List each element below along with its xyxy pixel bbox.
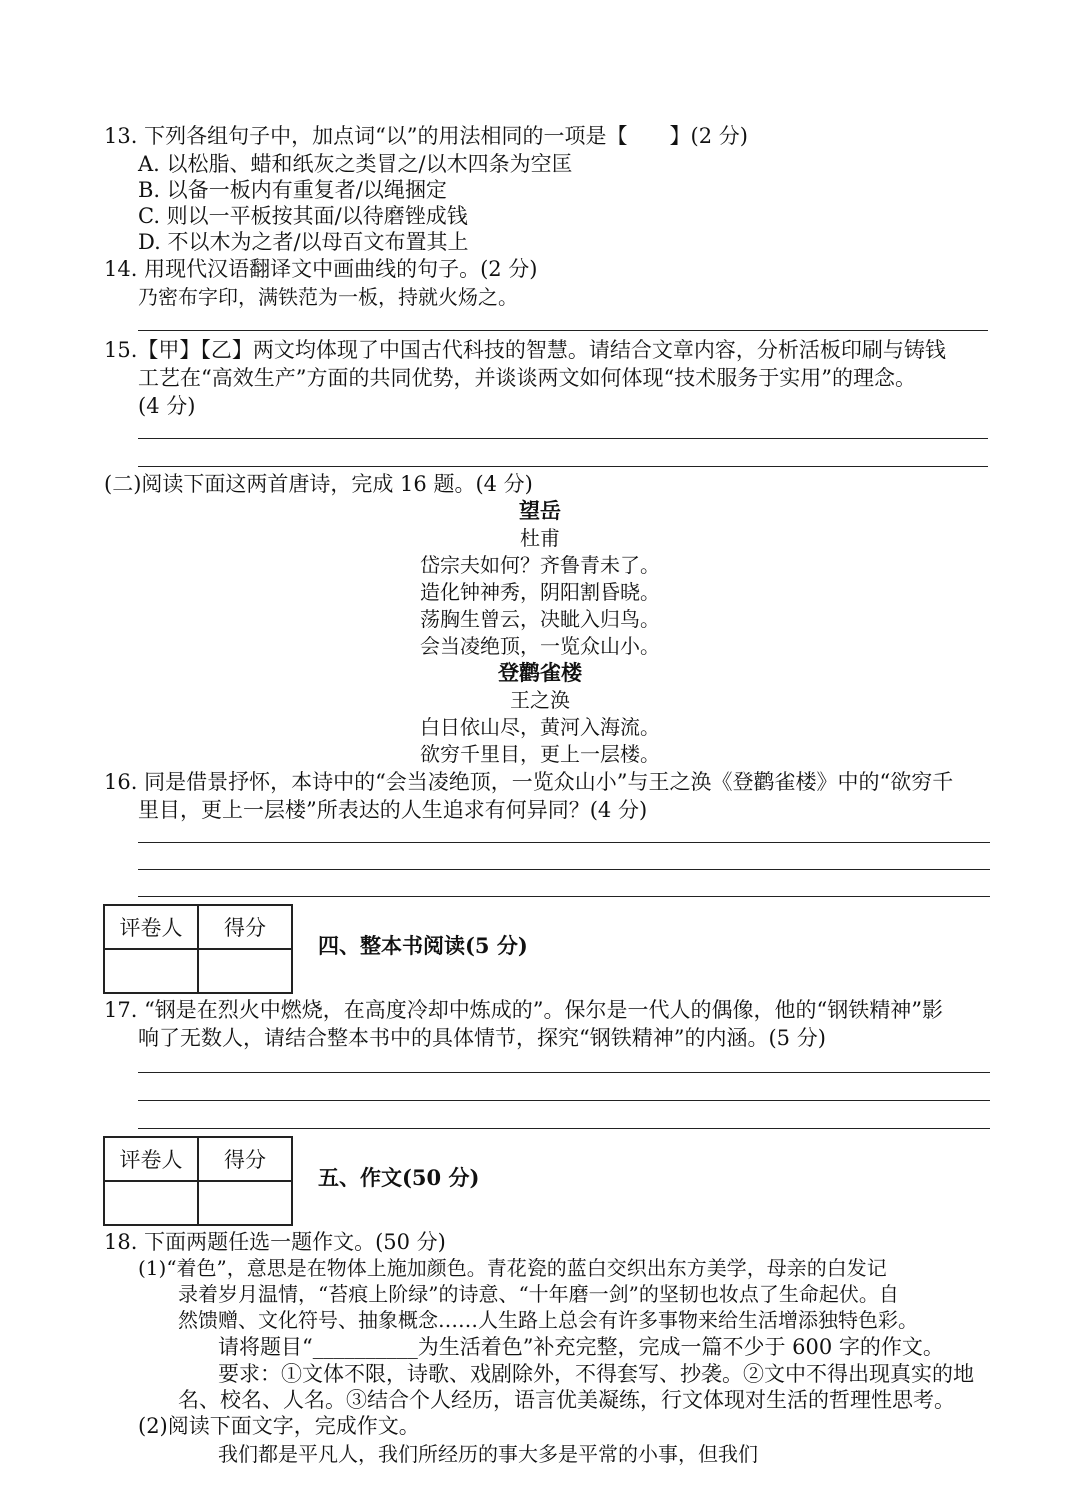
answer-line[interactable]: [138, 1128, 990, 1129]
answer-line[interactable]: [138, 1100, 990, 1101]
poem1-author: 杜甫: [520, 526, 560, 550]
poem1-title: 望岳: [519, 498, 561, 523]
q18-prompt1-line4: 请将题目“__________为生活着色”补充完整，完成一篇不少于 600 字的作文。: [218, 1335, 944, 1359]
q15-line2: 工艺在“高效生产”方面的共同优势，并谈谈两文如何体现“技术服务于实用”的理念。: [138, 366, 916, 390]
q16-line1: 16. 同是借景抒怀，本诗中的“会当凌绝顶，一览众山小”与王之涣《登鹳雀楼》中的“欲穷千: [104, 770, 954, 794]
grader-cell[interactable]: [104, 949, 198, 993]
q15-line3: (4 分): [138, 394, 196, 418]
score-box: [103, 904, 293, 994]
score-label: 得分: [198, 1137, 292, 1181]
score-cell[interactable]: [198, 1181, 292, 1225]
q13-option-d: D. 不以木为之者/以母百文布置其上: [138, 230, 469, 254]
poem2-line: 欲穷千里目，更上一层楼。: [420, 742, 660, 766]
grader-cell[interactable]: [104, 1181, 198, 1225]
answer-line[interactable]: [138, 438, 988, 439]
answer-line[interactable]: [138, 466, 988, 467]
poem2-line: 白日依山尽，黄河入海流。: [420, 715, 660, 739]
q17-line1: 17. “钢是在烈火中燃烧，在高度冷却中炼成的”。保尔是一代人的偶像，他的“钢铁精神”影: [104, 998, 944, 1022]
q13-option-a: A. 以松脂、蜡和纸灰之类冒之/以木四条为空匡: [138, 152, 573, 176]
q17-line2: 响了无数人，请结合整本书中的具体情节，探究“钢铁精神”的内涵。(5 分): [138, 1026, 826, 1050]
answer-line[interactable]: [138, 842, 990, 843]
score-label: 得分: [198, 905, 292, 949]
answer-line[interactable]: [138, 330, 988, 331]
answer-line[interactable]: [138, 896, 990, 897]
poem2-author: 王之涣: [510, 688, 570, 712]
poem1-line: 会当凌绝顶，一览众山小。: [420, 634, 660, 658]
q18-prompt2-line1: (2)阅读下面文字，完成作文。: [138, 1414, 420, 1438]
poem2-title: 登鹳雀楼: [498, 660, 582, 685]
q15-line1: 15.【甲】【乙】两文均体现了中国古代科技的智慧。请结合文章内容，分析活板印刷与铸钱: [104, 338, 946, 362]
q13-option-c: C. 则以一平板按其面/以待磨锉成钱: [138, 204, 468, 228]
score-box: [103, 1136, 293, 1226]
poem1-line: 荡胸生曾云，决眦入归鸟。: [420, 607, 660, 631]
q18-prompt1-line1: (1)“着色”，意思是在物体上施加颜色。青花瓷的蓝白交织出东方美学，母亲的白发记: [138, 1256, 887, 1280]
q18-prompt1-line3: 然馈赠、文化符号、抽象概念……人生路上总会有许多事物来给生活增添独特色彩。: [178, 1308, 918, 1332]
answer-line[interactable]: [138, 1072, 990, 1073]
q18-requirement-line1: 要求：①文体不限，诗歌、戏剧除外，不得套写、抄袭。②文中不得出现真实的地: [218, 1362, 974, 1386]
poem1-line: 岱宗夫如何？齐鲁青未了。: [420, 553, 660, 577]
score-cell[interactable]: [198, 949, 292, 993]
q13-stem: 13. 下列各组句子中，加点词“以”的用法相同的一项是【 】(2 分): [104, 124, 748, 148]
grader-label: 评卷人: [104, 1137, 198, 1181]
grader-label: 评卷人: [104, 905, 198, 949]
q14-stem: 14. 用现代汉语翻译文中画曲线的句子。(2 分): [104, 257, 538, 281]
answer-line[interactable]: [138, 869, 990, 870]
q14-sentence: 乃密布字印，满铁范为一板，持就火炀之。: [138, 285, 518, 309]
q18-prompt2-line2: 我们都是平凡人，我们所经历的事大多是平常的小事，但我们: [218, 1442, 758, 1466]
section5-heading: 五、作文(50 分): [318, 1165, 480, 1190]
q18-requirement-line2: 名、校名、人名。③结合个人经历，语言优美凝练，行文体现对生活的哲理性思考。: [178, 1388, 955, 1412]
poem1-line: 造化钟神秀，阴阳割昏晓。: [420, 580, 660, 604]
section4-heading: 四、整本书阅读(5 分): [318, 933, 528, 958]
section2-heading: (二)阅读下面这两首唐诗，完成 16 题。(4 分): [104, 472, 533, 496]
q16-line2: 里目，更上一层楼”所表达的人生追求有何异同？(4 分): [138, 798, 648, 822]
q13-option-b: B. 以备一板内有重复者/以绳捆定: [138, 178, 447, 202]
q18-stem: 18. 下面两题任选一题作文。(50 分): [104, 1230, 446, 1254]
q18-prompt1-line2: 录着岁月温情，“苔痕上阶绿”的诗意、“十年磨一剑”的坚韧也妆点了生命起伏。自: [178, 1282, 899, 1306]
